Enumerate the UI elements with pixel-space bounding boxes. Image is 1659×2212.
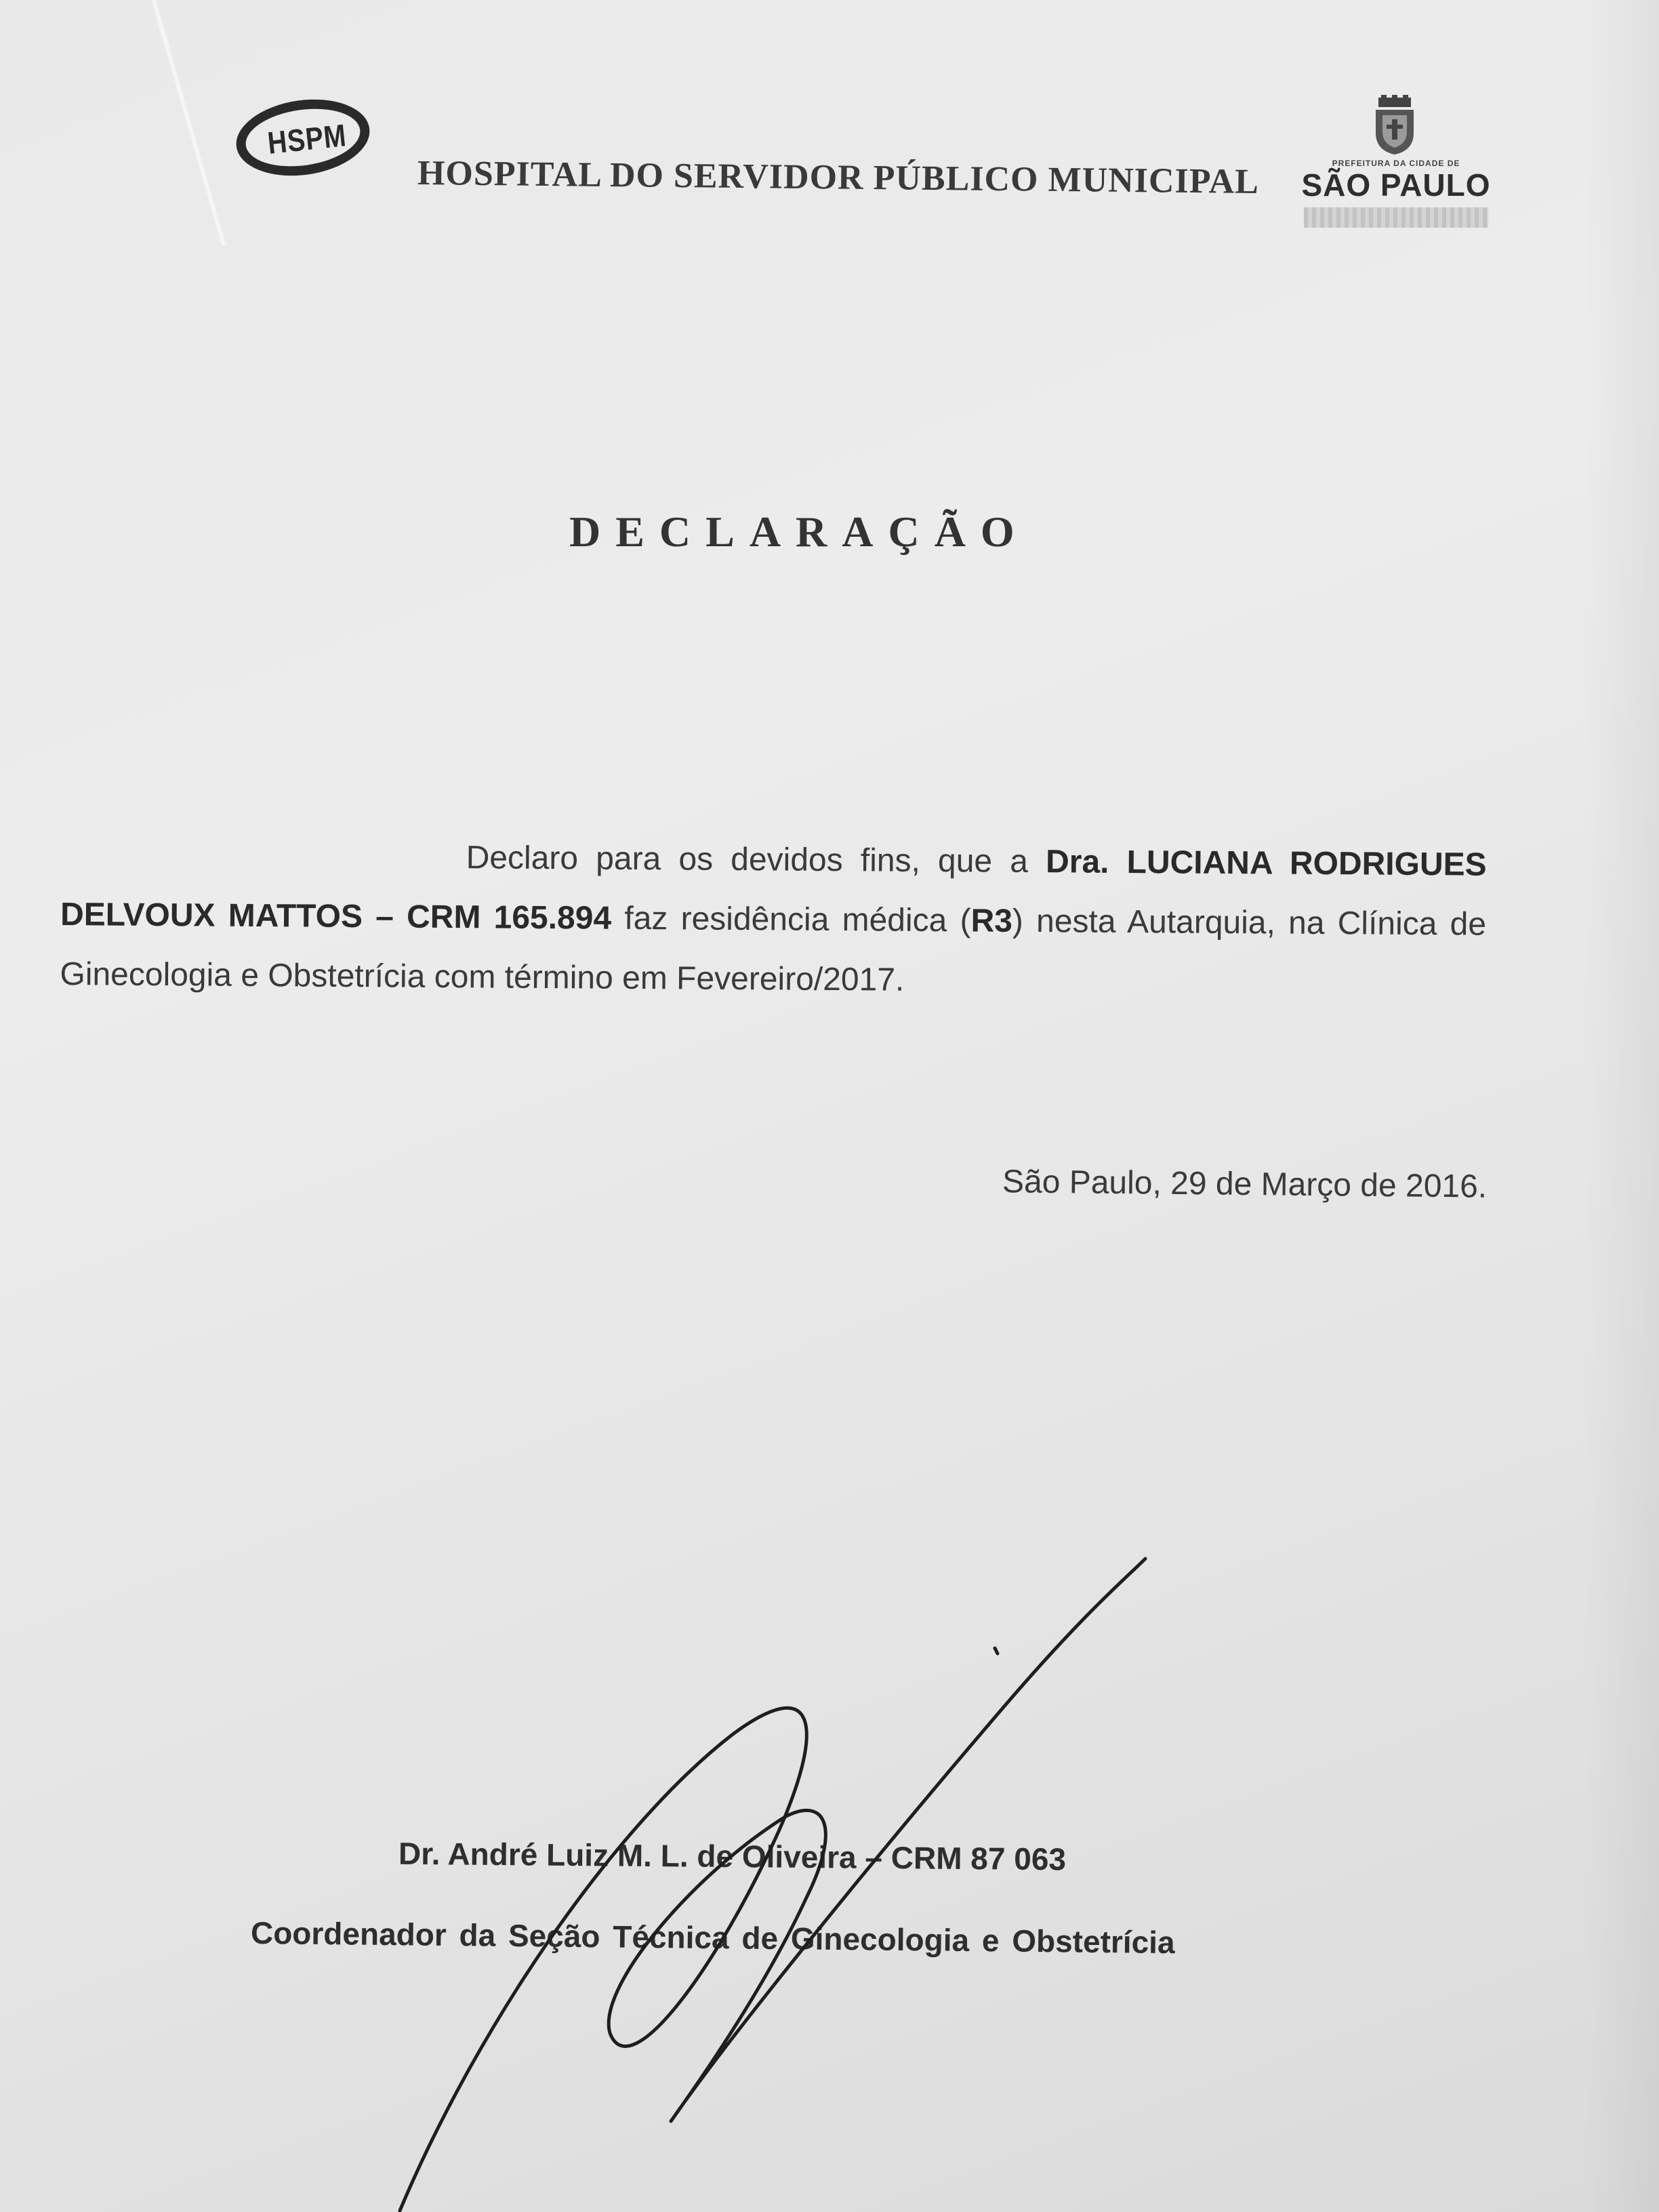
sao-paulo-city-logo (1301, 95, 1491, 230)
document-title: DECLARAÇÃO (569, 508, 1029, 556)
hspm-logo-text: HSPM (266, 117, 348, 161)
body-rest-1: faz residência médica ( (611, 900, 971, 939)
hospital-name: HOSPITAL DO SERVIDOR PÚBLICO MUNICIPAL (417, 154, 1260, 202)
paper-crease (142, 0, 227, 247)
page-edge-shadow (1584, 0, 1659, 2212)
signer-name: Dr. André Luiz M. L. de Oliveira – CRM 87 063 (398, 1835, 1067, 1877)
city-logo-bar (1304, 207, 1488, 228)
city-crest-icon (1369, 95, 1420, 156)
body-intro: Declaro para os devidos fins, que a (466, 840, 1046, 880)
declaration-body (60, 825, 1487, 1015)
place-and-date: São Paulo, 29 de Março de 2016. (1002, 1164, 1488, 1205)
signer-role: Coordenador da Seção Técnica de Ginecologia e Obstetrícia (250, 1914, 1175, 1961)
body-rest-2: ) nesta Autarquia, na Clínica de Ginecologia e Obstetrícia com término em Fevereiro/2017. (60, 903, 1487, 998)
hspm-logo (230, 94, 380, 187)
city-logo-name: SÃO PAULO (1301, 167, 1491, 203)
doctor-name-crm: Dra. LUCIANA RODRIGUES DELVOUX MATTOS – CRM 165.894 (60, 844, 1487, 937)
city-logo-small-text: PREFEITURA DA CIDADE DE (1332, 159, 1460, 168)
residency-level: R3 (970, 903, 1013, 939)
